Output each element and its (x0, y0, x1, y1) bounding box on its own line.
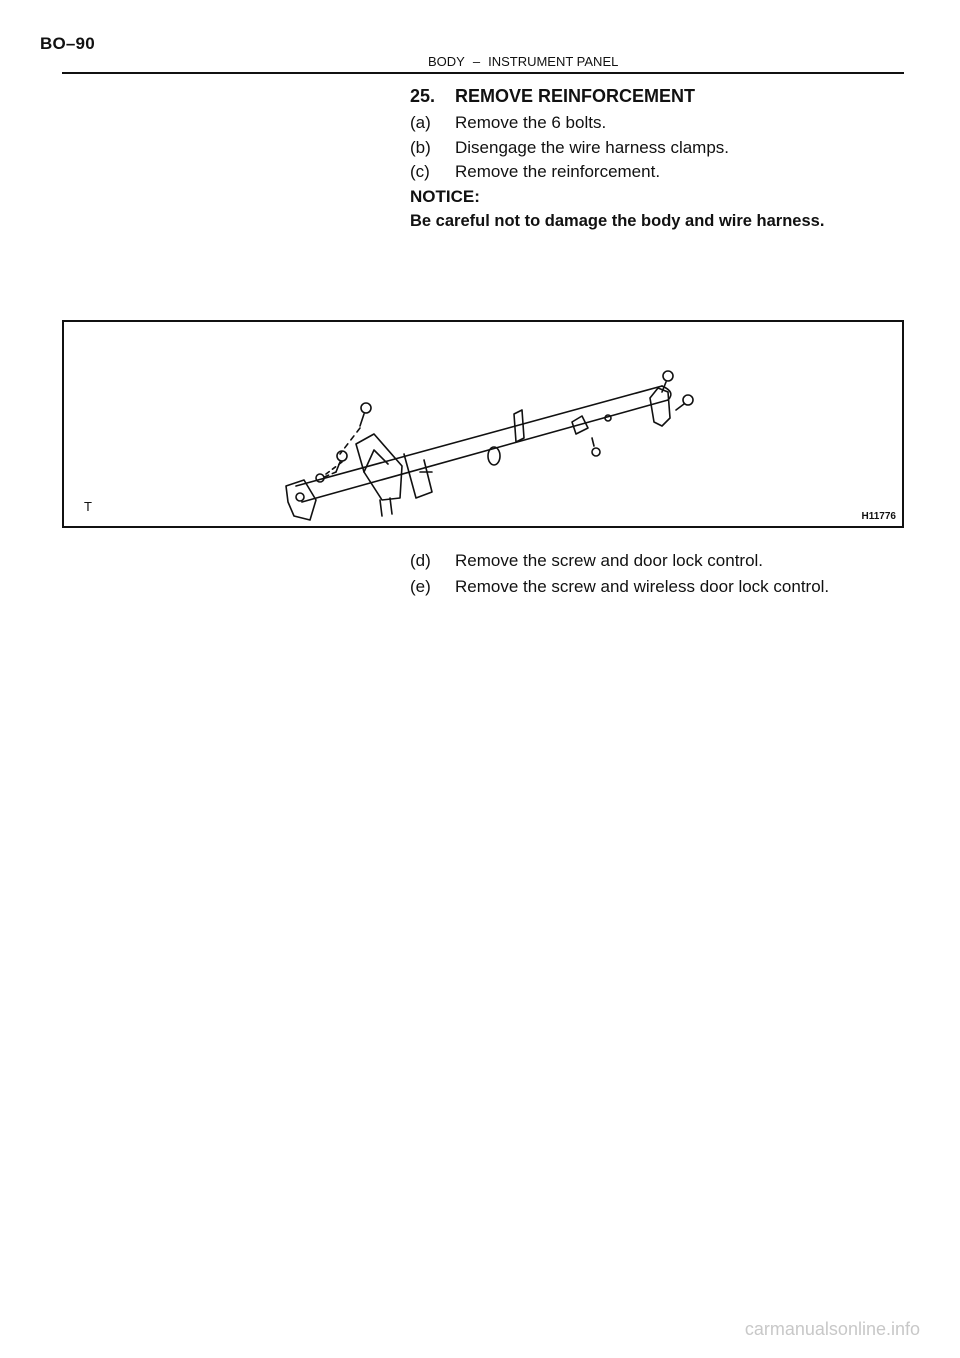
substep-b (410, 136, 910, 161)
substep-text: Disengage the wire harness clamps. (455, 137, 730, 157)
substep-c (410, 160, 910, 185)
substep-label: (d) (410, 551, 431, 570)
header-rule (62, 72, 904, 74)
figure-code: H11776 (861, 511, 896, 522)
substep-e (410, 574, 930, 600)
reinforcement-figure (62, 320, 904, 528)
step-number: 25. (410, 86, 436, 106)
figure-letter: T (84, 499, 92, 514)
substep-label: (a) (410, 113, 431, 132)
subsection-name: INSTRUMENT PANEL (488, 54, 619, 69)
substep-label: (c) (410, 162, 430, 181)
substep-text: Remove the screw and wireless door lock control. (455, 577, 830, 596)
step-title (410, 86, 910, 107)
section-name: BODY (428, 54, 465, 69)
notice-heading: NOTICE: (410, 186, 480, 206)
substep-a (410, 111, 910, 136)
substep-text: Remove the screw and door lock control. (455, 551, 764, 570)
substep-text: Remove the 6 bolts. (455, 113, 607, 132)
substep-label: (b) (410, 137, 431, 157)
steps-continued (410, 548, 930, 600)
substep-label: (e) (410, 577, 431, 596)
notice-text: Be careful not to damage the body and wire harness. (410, 212, 825, 230)
substep-d (410, 548, 930, 574)
substep-text: Remove the reinforcement. (455, 162, 661, 181)
step-25 (410, 86, 910, 233)
step-title-text: REMOVE REINFORCEMENT (455, 86, 696, 106)
watermark: carmanualsonline.info (744, 1319, 920, 1339)
page-code: BO–90 (40, 34, 95, 53)
reinforcement-illustration (64, 322, 902, 526)
header-separator: – (472, 54, 481, 69)
section-header (428, 54, 618, 69)
